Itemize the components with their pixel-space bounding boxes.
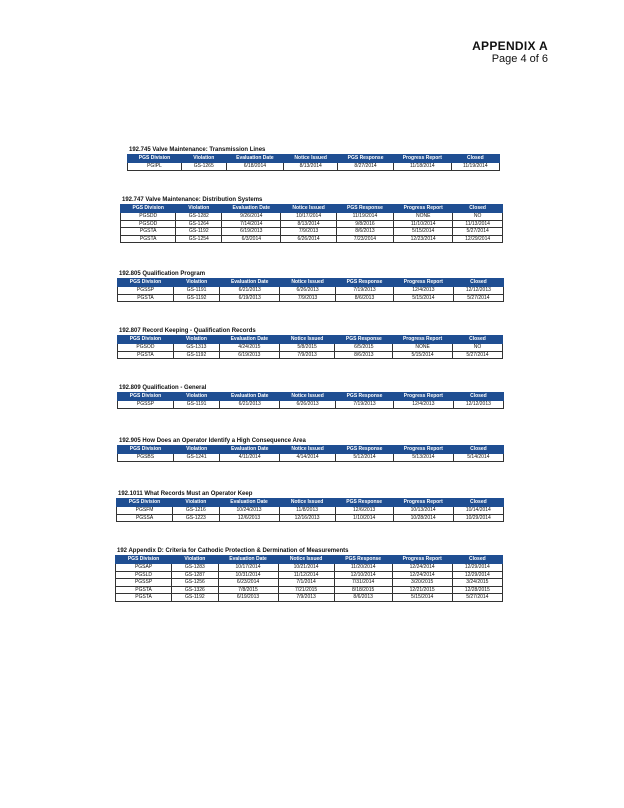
cell-evaluation-date: 4/24/2015 xyxy=(220,344,280,352)
column-header-evaluation-date: Evaluation Date xyxy=(220,279,280,287)
cell-progress-report: 5/15/2014 xyxy=(392,594,452,602)
table-header-row xyxy=(128,155,500,163)
violations-table xyxy=(117,278,504,302)
cell-progress-report: NONE xyxy=(393,344,453,352)
table-row xyxy=(118,401,504,409)
cell-violation: GS-1192 xyxy=(176,228,222,236)
cell-violation: GS-1192 xyxy=(172,594,218,602)
column-header-closed: Closed xyxy=(453,393,503,401)
cell-division: PGSSA xyxy=(117,514,173,522)
violations-table xyxy=(116,498,504,522)
cell-notice-issued: 10/21/2014 xyxy=(278,564,334,572)
table-row xyxy=(121,220,503,228)
column-header-violation: Violation xyxy=(172,556,218,564)
cell-notice-issued: 11/12/2014 xyxy=(278,571,334,579)
cell-closed: 11/19/2014 xyxy=(451,163,499,171)
cell-division: PGIPL xyxy=(128,163,182,171)
cell-closed: NO xyxy=(452,344,502,352)
column-header-division: PGS Division xyxy=(118,336,174,344)
column-header-pgs-response: PGS Response xyxy=(336,446,394,454)
column-header-violation: Violation xyxy=(176,205,222,213)
cell-closed: 10/29/2014 xyxy=(453,514,503,522)
cell-closed: 5/14/2014 xyxy=(453,454,503,462)
column-header-progress-report: Progress Report xyxy=(393,446,453,454)
cell-notice-issued: 10/17/2014 xyxy=(281,213,336,221)
column-header-evaluation-date: Evaluation Date xyxy=(218,556,278,564)
cell-notice-issued: 6/26/2013 xyxy=(280,287,336,295)
violations-table xyxy=(117,445,504,462)
column-header-closed: Closed xyxy=(453,446,503,454)
cell-closed: 5/27/2014 xyxy=(452,594,502,602)
column-header-progress-report: Progress Report xyxy=(392,556,452,564)
column-header-pgs-response: PGS Response xyxy=(336,279,394,287)
cell-evaluation-date: 6/21/2013 xyxy=(220,401,280,409)
cell-evaluation-date: 10/31/2014 xyxy=(218,571,278,579)
cell-notice-issued: 8/13/2014 xyxy=(284,163,338,171)
cell-closed: 5/27/2014 xyxy=(452,351,502,359)
cell-evaluation-date: 9/26/2014 xyxy=(222,213,281,221)
violations-table xyxy=(127,154,500,171)
column-header-evaluation-date: Evaluation Date xyxy=(222,205,281,213)
cell-progress-report: 12/4/2013 xyxy=(393,401,453,409)
cell-violation: GS-1241 xyxy=(173,454,219,462)
table-header-row xyxy=(118,393,504,401)
cell-violation: GS-1216 xyxy=(173,507,219,515)
cell-pgs-response: 6/5/2015 xyxy=(335,344,393,352)
cell-progress-report: 12/24/2014 xyxy=(392,564,452,572)
cell-division: PGSTA xyxy=(118,351,174,359)
cell-progress-report: 12/23/2014 xyxy=(394,235,453,243)
table-row xyxy=(116,564,503,572)
column-header-notice-issued: Notice Issued xyxy=(279,336,335,344)
table-row xyxy=(116,571,503,579)
cell-pgs-response: 11/19/2014 xyxy=(336,213,393,221)
cell-pgs-response: 7/31/2014 xyxy=(334,579,392,587)
table-row xyxy=(116,594,503,602)
cell-closed: 5/27/2014 xyxy=(453,294,503,302)
section-title: 192.1011 What Records Must an Operator Keep xyxy=(118,491,253,497)
page-header xyxy=(472,40,548,66)
cell-pgs-response: 12/10/2014 xyxy=(334,571,392,579)
cell-division: PGSSP xyxy=(118,401,174,409)
column-header-notice-issued: Notice Issued xyxy=(280,279,336,287)
cell-violation: GS-1264 xyxy=(176,220,222,228)
appendix-title: APPENDIX A xyxy=(472,39,548,53)
cell-progress-report: 12/21/2015 xyxy=(392,586,452,594)
table-row xyxy=(116,586,503,594)
cell-closed: 12/29/2014 xyxy=(452,571,502,579)
table-header-row xyxy=(118,446,504,454)
cell-progress-report: 11/18/2014 xyxy=(393,163,451,171)
column-header-evaluation-date: Evaluation Date xyxy=(220,446,280,454)
cell-division: PGSTA xyxy=(121,228,176,236)
column-header-progress-report: Progress Report xyxy=(393,155,451,163)
cell-closed: 12/29/2014 xyxy=(452,564,502,572)
cell-notice-issued: 5/8/2015 xyxy=(279,344,335,352)
column-header-notice-issued: Notice Issued xyxy=(284,155,338,163)
cell-evaluation-date: 6/3/2014 xyxy=(222,235,281,243)
section-3 xyxy=(117,270,504,302)
cell-notice-issued: 7/9/2013 xyxy=(278,594,334,602)
cell-notice-issued: 11/8/2013 xyxy=(279,507,335,515)
cell-progress-report: 11/10/2014 xyxy=(394,220,453,228)
cell-notice-issued: 6/26/2014 xyxy=(281,235,336,243)
cell-pgs-response: 11/20/2014 xyxy=(334,564,392,572)
cell-evaluation-date: 7/14/2014 xyxy=(222,220,281,228)
table-row xyxy=(118,454,504,462)
cell-notice-issued: 7/9/2013 xyxy=(279,351,335,359)
column-header-notice-issued: Notice Issued xyxy=(281,205,336,213)
cell-violation: GS-1313 xyxy=(173,344,219,352)
cell-notice-issued: 7/9/2013 xyxy=(280,294,336,302)
cell-division: PGSTA xyxy=(116,586,172,594)
cell-division: PGSTA xyxy=(116,594,172,602)
table-row xyxy=(121,235,503,243)
cell-evaluation-date: 6/21/2013 xyxy=(220,287,280,295)
cell-progress-report: 12/24/2014 xyxy=(392,571,452,579)
cell-notice-issued: 4/14/2014 xyxy=(280,454,336,462)
cell-pgs-response: 7/19/2013 xyxy=(336,287,394,295)
section-title: 192.807 Record Keeping - Qualification Records xyxy=(119,328,256,334)
cell-pgs-response: 8/6/2013 xyxy=(334,594,392,602)
cell-violation: GS-1191 xyxy=(173,401,219,409)
column-header-notice-issued: Notice Issued xyxy=(278,556,334,564)
cell-division: PGSSP xyxy=(118,287,174,295)
section-title: 192.805 Qualification Program xyxy=(119,271,206,277)
cell-pgs-response: 8/18/2015 xyxy=(334,586,392,594)
cell-violation: GS-1254 xyxy=(176,235,222,243)
table-row xyxy=(118,294,504,302)
cell-evaluation-date: 10/17/2014 xyxy=(218,564,278,572)
cell-division: PGSBS xyxy=(118,454,174,462)
column-header-pgs-response: PGS Response xyxy=(336,393,394,401)
cell-closed: 12/29/2014 xyxy=(453,235,503,243)
table-row xyxy=(118,344,503,352)
table-row xyxy=(121,228,503,236)
cell-progress-report: 10/13/2014 xyxy=(393,507,453,515)
section-4 xyxy=(117,327,503,359)
section-7 xyxy=(116,490,504,522)
column-header-division: PGS Division xyxy=(118,393,174,401)
cell-division: PGSTA xyxy=(121,235,176,243)
column-header-pgs-response: PGS Response xyxy=(335,499,393,507)
column-header-notice-issued: Notice Issued xyxy=(280,393,336,401)
column-header-closed: Closed xyxy=(453,205,503,213)
table-row xyxy=(117,507,504,515)
cell-closed: 12/12/2013 xyxy=(453,287,503,295)
cell-evaluation-date: 10/24/2013 xyxy=(219,507,279,515)
section-title: 192.747 Valve Maintenance: Distribution Systems xyxy=(122,197,263,203)
cell-progress-report: NONE xyxy=(394,213,453,221)
section-title: 192 Appendix D: Criteria for Cathodic Protection & Dermination of Measurements xyxy=(117,548,349,554)
cell-closed: 5/27/2014 xyxy=(453,228,503,236)
cell-division: PGSOD xyxy=(118,344,174,352)
table-row xyxy=(121,213,503,221)
cell-violation: GS-1265 xyxy=(181,163,226,171)
column-header-violation: Violation xyxy=(173,336,219,344)
cell-pgs-response: 8/6/2013 xyxy=(336,228,393,236)
section-2 xyxy=(120,196,503,243)
column-header-evaluation-date: Evaluation Date xyxy=(226,155,284,163)
table-header-row xyxy=(116,556,503,564)
cell-evaluation-date: 7/8/2015 xyxy=(218,586,278,594)
column-header-progress-report: Progress Report xyxy=(393,336,453,344)
cell-violation: GS-1283 xyxy=(172,564,218,572)
column-header-evaluation-date: Evaluation Date xyxy=(220,336,280,344)
column-header-progress-report: Progress Report xyxy=(393,499,453,507)
column-header-notice-issued: Notice Issued xyxy=(280,446,336,454)
cell-violation: GS-1326 xyxy=(172,586,218,594)
column-header-closed: Closed xyxy=(451,155,499,163)
cell-notice-issued: 12/16/2013 xyxy=(279,514,335,522)
cell-pgs-response: 7/19/2013 xyxy=(336,401,394,409)
table-header-row xyxy=(121,205,503,213)
cell-violation: GS-1192 xyxy=(173,294,219,302)
cell-progress-report: 12/4/2013 xyxy=(393,287,453,295)
column-header-violation: Violation xyxy=(173,499,219,507)
cell-progress-report: 5/15/2014 xyxy=(393,351,453,359)
cell-violation: GS-1191 xyxy=(173,287,219,295)
table-row xyxy=(117,514,504,522)
cell-division: PGSDD xyxy=(121,213,176,221)
cell-pgs-response: 12/6/2013 xyxy=(335,507,393,515)
cell-closed: 12/28/2015 xyxy=(452,586,502,594)
cell-closed: 3/24/2015 xyxy=(452,579,502,587)
column-header-violation: Violation xyxy=(173,446,219,454)
column-header-closed: Closed xyxy=(453,279,503,287)
cell-notice-issued: 7/21/2015 xyxy=(278,586,334,594)
cell-notice-issued: 8/13/2014 xyxy=(281,220,336,228)
column-header-division: PGS Division xyxy=(121,205,176,213)
violations-table xyxy=(117,392,504,409)
cell-evaluation-date: 6/23/2014 xyxy=(218,579,278,587)
cell-closed: NO xyxy=(453,213,503,221)
column-header-violation: Violation xyxy=(173,279,219,287)
cell-violation: GS-1256 xyxy=(172,579,218,587)
column-header-closed: Closed xyxy=(453,499,503,507)
cell-notice-issued: 7/9/2013 xyxy=(281,228,336,236)
column-header-evaluation-date: Evaluation Date xyxy=(219,499,279,507)
column-header-closed: Closed xyxy=(452,556,502,564)
cell-violation: GS-1192 xyxy=(173,351,219,359)
section-5 xyxy=(117,384,504,409)
section-title: 192.809 Qualification - General xyxy=(119,385,207,391)
cell-pgs-response: 5/12/2014 xyxy=(336,454,394,462)
cell-pgs-response: 1/10/2014 xyxy=(335,514,393,522)
cell-division: PGSAP xyxy=(116,564,172,572)
column-header-notice-issued: Notice Issued xyxy=(279,499,335,507)
table-header-row xyxy=(117,499,504,507)
table-header-row xyxy=(118,279,504,287)
column-header-progress-report: Progress Report xyxy=(393,279,453,287)
cell-closed: 12/12/2013 xyxy=(453,401,503,409)
section-8 xyxy=(115,547,503,602)
cell-violation: GS-1287 xyxy=(172,571,218,579)
cell-closed: 10/14/2014 xyxy=(453,507,503,515)
column-header-progress-report: Progress Report xyxy=(393,393,453,401)
column-header-evaluation-date: Evaluation Date xyxy=(220,393,280,401)
cell-pgs-response: 7/23/2014 xyxy=(336,235,393,243)
page-number: Page 4 of 6 xyxy=(491,53,548,65)
cell-pgs-response: 8/6/2013 xyxy=(335,351,393,359)
cell-division: PGSLD xyxy=(116,571,172,579)
cell-evaluation-date: 4/11/2014 xyxy=(220,454,280,462)
column-header-division: PGS Division xyxy=(118,279,174,287)
cell-evaluation-date: 6/19/2013 xyxy=(220,294,280,302)
cell-evaluation-date: 6/18/2014 xyxy=(226,163,284,171)
cell-pgs-response: 8/27/2014 xyxy=(338,163,394,171)
cell-progress-report: 5/15/2014 xyxy=(394,228,453,236)
section-6 xyxy=(117,437,504,462)
cell-progress-report: 5/15/2014 xyxy=(393,294,453,302)
column-header-violation: Violation xyxy=(181,155,226,163)
column-header-pgs-response: PGS Response xyxy=(338,155,394,163)
cell-pgs-response: 8/6/2013 xyxy=(336,294,394,302)
column-header-pgs-response: PGS Response xyxy=(336,205,393,213)
cell-notice-issued: 7/1/2014 xyxy=(278,579,334,587)
column-header-closed: Closed xyxy=(452,336,502,344)
cell-division: PGSSP xyxy=(116,579,172,587)
violations-table xyxy=(117,335,503,359)
violations-table xyxy=(120,204,503,243)
violations-table xyxy=(115,555,503,602)
cell-evaluation-date: 6/19/2013 xyxy=(222,228,281,236)
table-header-row xyxy=(118,336,503,344)
cell-evaluation-date: 12/6/2013 xyxy=(219,514,279,522)
table-row xyxy=(118,351,503,359)
table-row xyxy=(128,163,500,171)
cell-progress-report: 3/20/2015 xyxy=(392,579,452,587)
column-header-division: PGS Division xyxy=(116,556,172,564)
table-row xyxy=(118,287,504,295)
cell-closed: 11/13/2014 xyxy=(453,220,503,228)
cell-pgs-response: 9/8/2016 xyxy=(336,220,393,228)
cell-violation: GS-1223 xyxy=(173,514,219,522)
column-header-division: PGS Division xyxy=(117,499,173,507)
column-header-division: PGS Division xyxy=(118,446,174,454)
cell-progress-report: 5/13/2014 xyxy=(393,454,453,462)
cell-progress-report: 10/28/2014 xyxy=(393,514,453,522)
section-title: 192.745 Valve Maintenance: Transmission Lines xyxy=(129,147,266,153)
cell-evaluation-date: 6/19/2013 xyxy=(218,594,278,602)
section-1 xyxy=(127,146,500,171)
column-header-pgs-response: PGS Response xyxy=(334,556,392,564)
column-header-progress-report: Progress Report xyxy=(394,205,453,213)
cell-violation: GS-1282 xyxy=(176,213,222,221)
column-header-division: PGS Division xyxy=(128,155,182,163)
cell-division: PGSOD xyxy=(121,220,176,228)
section-title: 192.905 How Does an Operator Identify a High Consequence Area xyxy=(119,438,306,444)
cell-division: PGSFM xyxy=(117,507,173,515)
column-header-violation: Violation xyxy=(173,393,219,401)
cell-notice-issued: 6/26/2013 xyxy=(280,401,336,409)
table-row xyxy=(116,579,503,587)
column-header-pgs-response: PGS Response xyxy=(335,336,393,344)
cell-division: PGSTA xyxy=(118,294,174,302)
cell-evaluation-date: 6/19/2013 xyxy=(220,351,280,359)
